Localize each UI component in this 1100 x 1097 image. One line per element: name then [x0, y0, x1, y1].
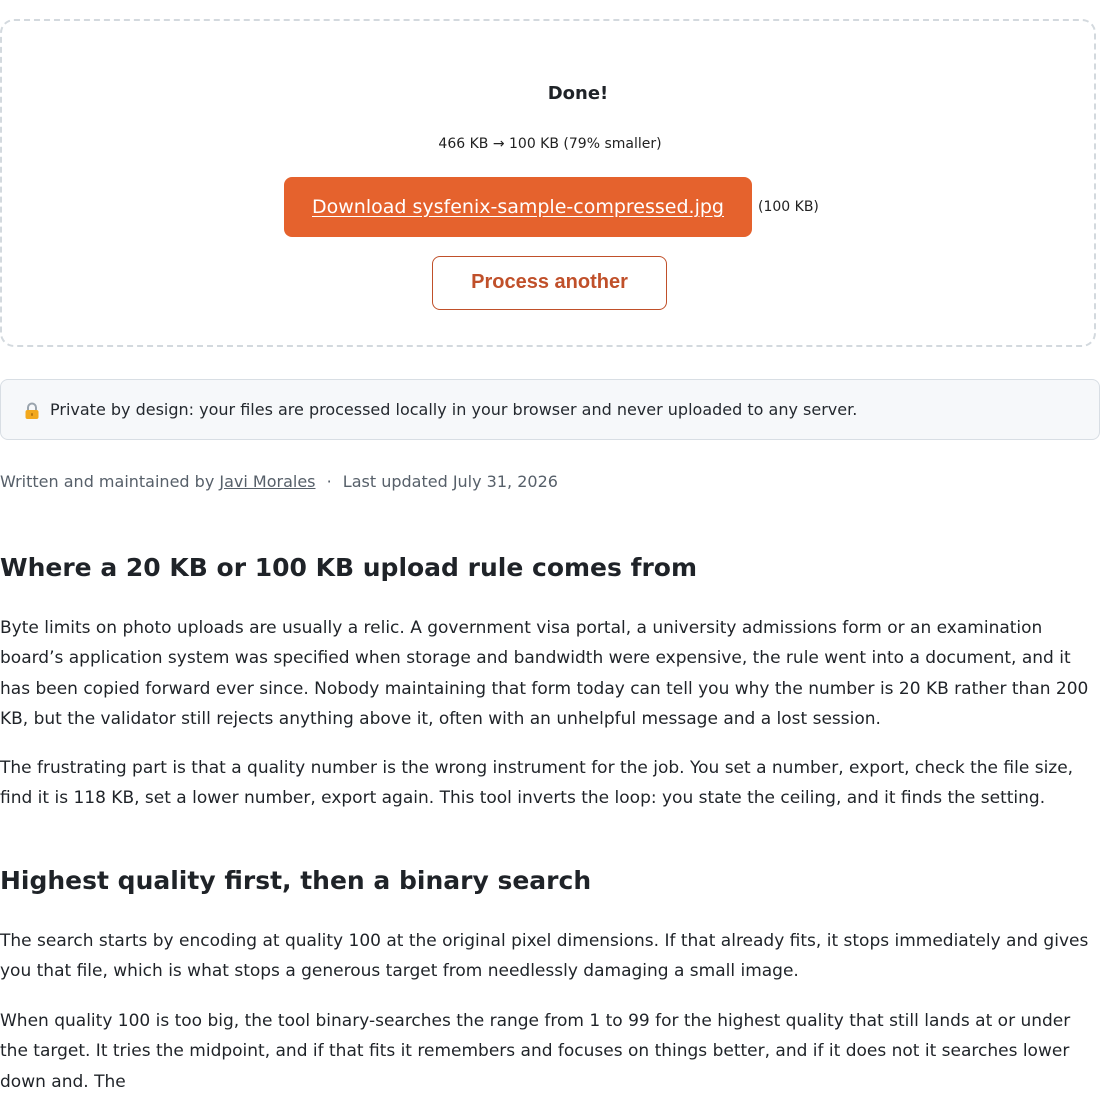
last-updated: Last updated July 31, 2026 [342, 472, 558, 491]
byline [0, 472, 558, 491]
done-title: Done! [547, 83, 609, 104]
section-heading-upload-rule: Where a 20 KB or 100 KB upload rule comes from [0, 553, 698, 582]
size-summary: 466 KB → 100 KB (79% smaller) [438, 136, 662, 152]
paragraph-relic: Byte limits on photo uploads are usually a relic. A government visa portal, a university admissions form or an examination board’s application system was specified when storage and bandwidth were expensive, the rule went into a document, and it has been copied forward ever since. Nobody maintaining that form today can tell you why the number is 20 KB rather than 200 KB, but the validator still rejects anything above it, often with an unhelpful message and a lost session. [0, 618, 1089, 729]
privacy-notice [0, 379, 1100, 440]
byline-separator: · [326, 472, 332, 491]
lock-icon [23, 402, 41, 420]
download-button[interactable]: Download sysfenix-sample-compressed.jpg [284, 177, 752, 237]
author-link[interactable]: Javi Morales [219, 472, 316, 491]
paragraph-quality-instrument: The frustrating part is that a quality number is the wrong instrument for the job. You set a number, export, check the file size, find it is 118 KB, set a lower number, export again. This tool inverts the loop: you state the ceiling, and it finds the setting. [0, 758, 1074, 809]
process-another-button[interactable]: Process another [432, 256, 667, 310]
paragraph-binary-search: When quality 100 is too big, the tool binary-searches the range from 1 to 99 for the highest quality that still lands at or under the target. It tries the midpoint, and if that fits it remembers and focuses on things better, and if it does not it searches lower down and. The [0, 1011, 1071, 1092]
section-heading-binary-search: Highest quality first, then a binary search [0, 866, 592, 895]
paragraph-search-start: The search starts by encoding at quality 100 at the original pixel dimensions. If that already fits, it stops immediately and gives you that file, which is what stops a generous target from needlessly damaging a small image. [0, 931, 1089, 982]
byline-prefix: Written and maintained by [0, 472, 215, 491]
download-row [284, 177, 819, 237]
privacy-text: Private by design: your files are processed locally in your browser and never uploaded to any server. [50, 400, 858, 419]
download-file-size: (100 KB) [758, 199, 819, 215]
